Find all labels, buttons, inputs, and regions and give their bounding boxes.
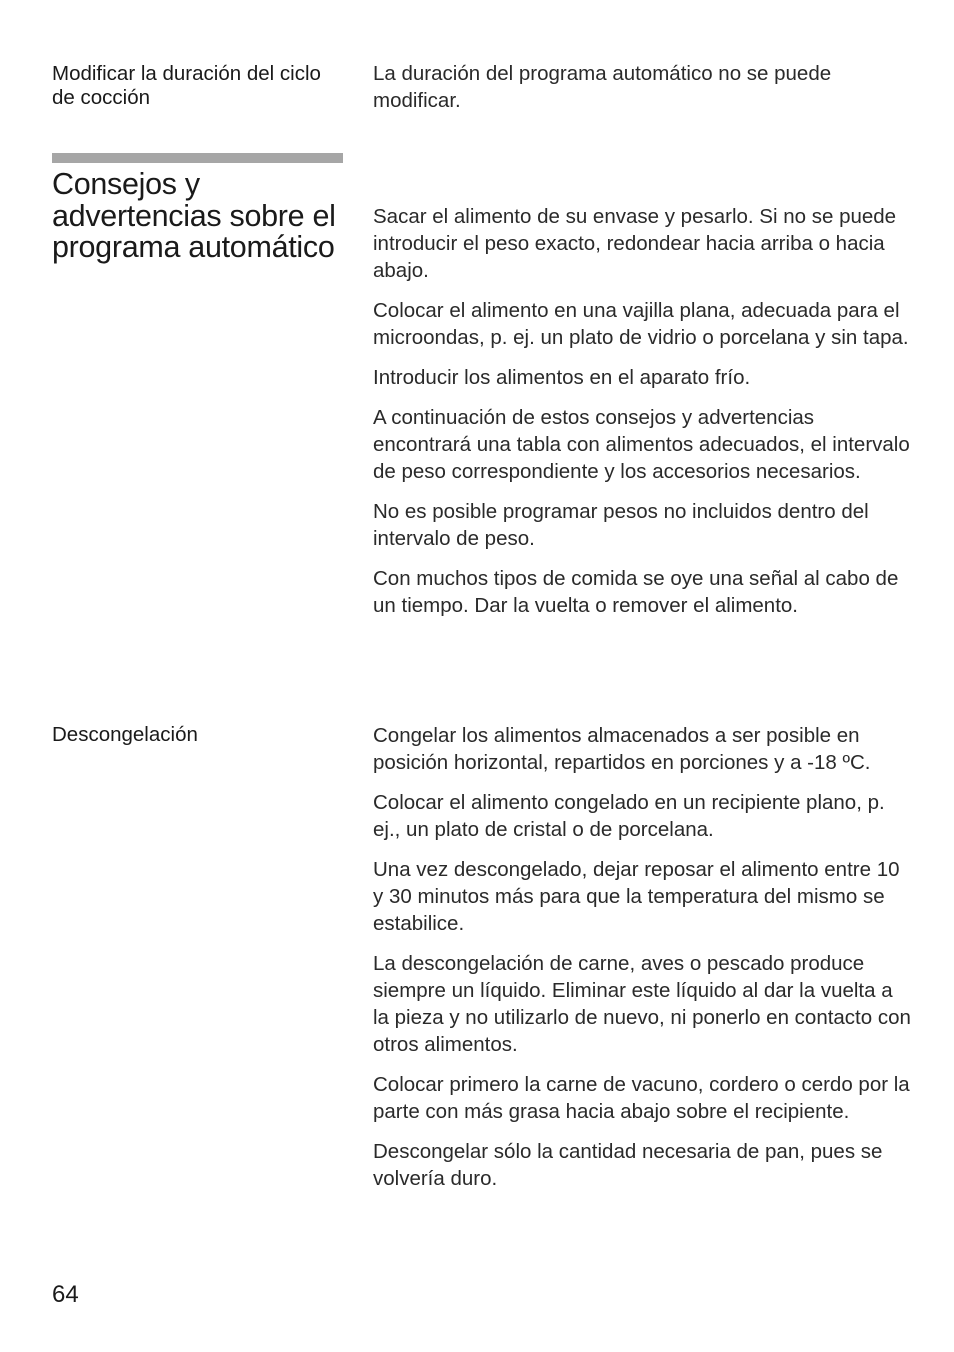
section-label-defrost: Descongelación: [52, 723, 198, 746]
section-label-duration: Modificar la duración del ciclo de cocción: [52, 62, 321, 109]
tips-paragraph: Introducir los alimentos en el aparato frío.: [373, 366, 751, 389]
page-number: 64: [52, 1281, 79, 1308]
duration-body: [373, 60, 913, 127]
tips-body: [373, 203, 913, 632]
tips-paragraph: A continuación de estos consejos y advertencias encontrará una tabla con alimentos adecuados, el intervalo de peso correspondiente y los accesorios necesarios.: [373, 406, 910, 483]
tips-paragraph: Con muchos tipos de comida se oye una señal al cabo de un tiempo. Dar la vuelta o remover el alimento.: [373, 567, 899, 617]
defrost-paragraph: Una vez descongelado, dejar reposar el alimento entre 10 y 30 minutos más para que la temperatura del mismo se estabilice.: [373, 858, 900, 935]
section-heading-tips: Consejos y advertencias sobre el programa automático: [52, 167, 336, 264]
defrost-paragraph: La descongelación de carne, aves o pescado produce siempre un líquido. Eliminar este líquido al dar la vuelta a la pieza y no utilizarlo de nuevo, ni ponerlo en contacto con otros alimentos.: [373, 952, 911, 1056]
defrost-paragraph: Colocar primero la carne de vacuno, cordero o cerdo por la parte con más grasa hacia abajo sobre el recipiente.: [373, 1073, 910, 1123]
defrost-paragraph: Congelar los alimentos almacenados a ser posible en posición horizontal, repartidos en porciones y a -18 ºC.: [373, 724, 871, 774]
defrost-paragraph: Descongelar sólo la cantidad necesaria de pan, pues se volvería duro.: [373, 1140, 883, 1190]
duration-paragraph: La duración del programa automático no se puede modificar.: [373, 62, 832, 112]
defrost-paragraph: Colocar el alimento congelado en un recipiente plano, p. ej., un plato de cristal o de porcelana.: [373, 791, 885, 841]
tips-paragraph: No es posible programar pesos no incluidos dentro del intervalo de peso.: [373, 500, 869, 550]
defrost-body: [373, 722, 913, 1205]
tips-paragraph: Sacar el alimento de su envase y pesarlo. Si no se puede introducir el peso exacto, redondear hacia arriba o hacia abajo.: [373, 205, 897, 282]
section-divider-bar: [52, 153, 343, 163]
tips-paragraph: Colocar el alimento en una vajilla plana, adecuada para el microondas, p. ej. un plato de vidrio o porcelana y sin tapa.: [373, 299, 909, 349]
